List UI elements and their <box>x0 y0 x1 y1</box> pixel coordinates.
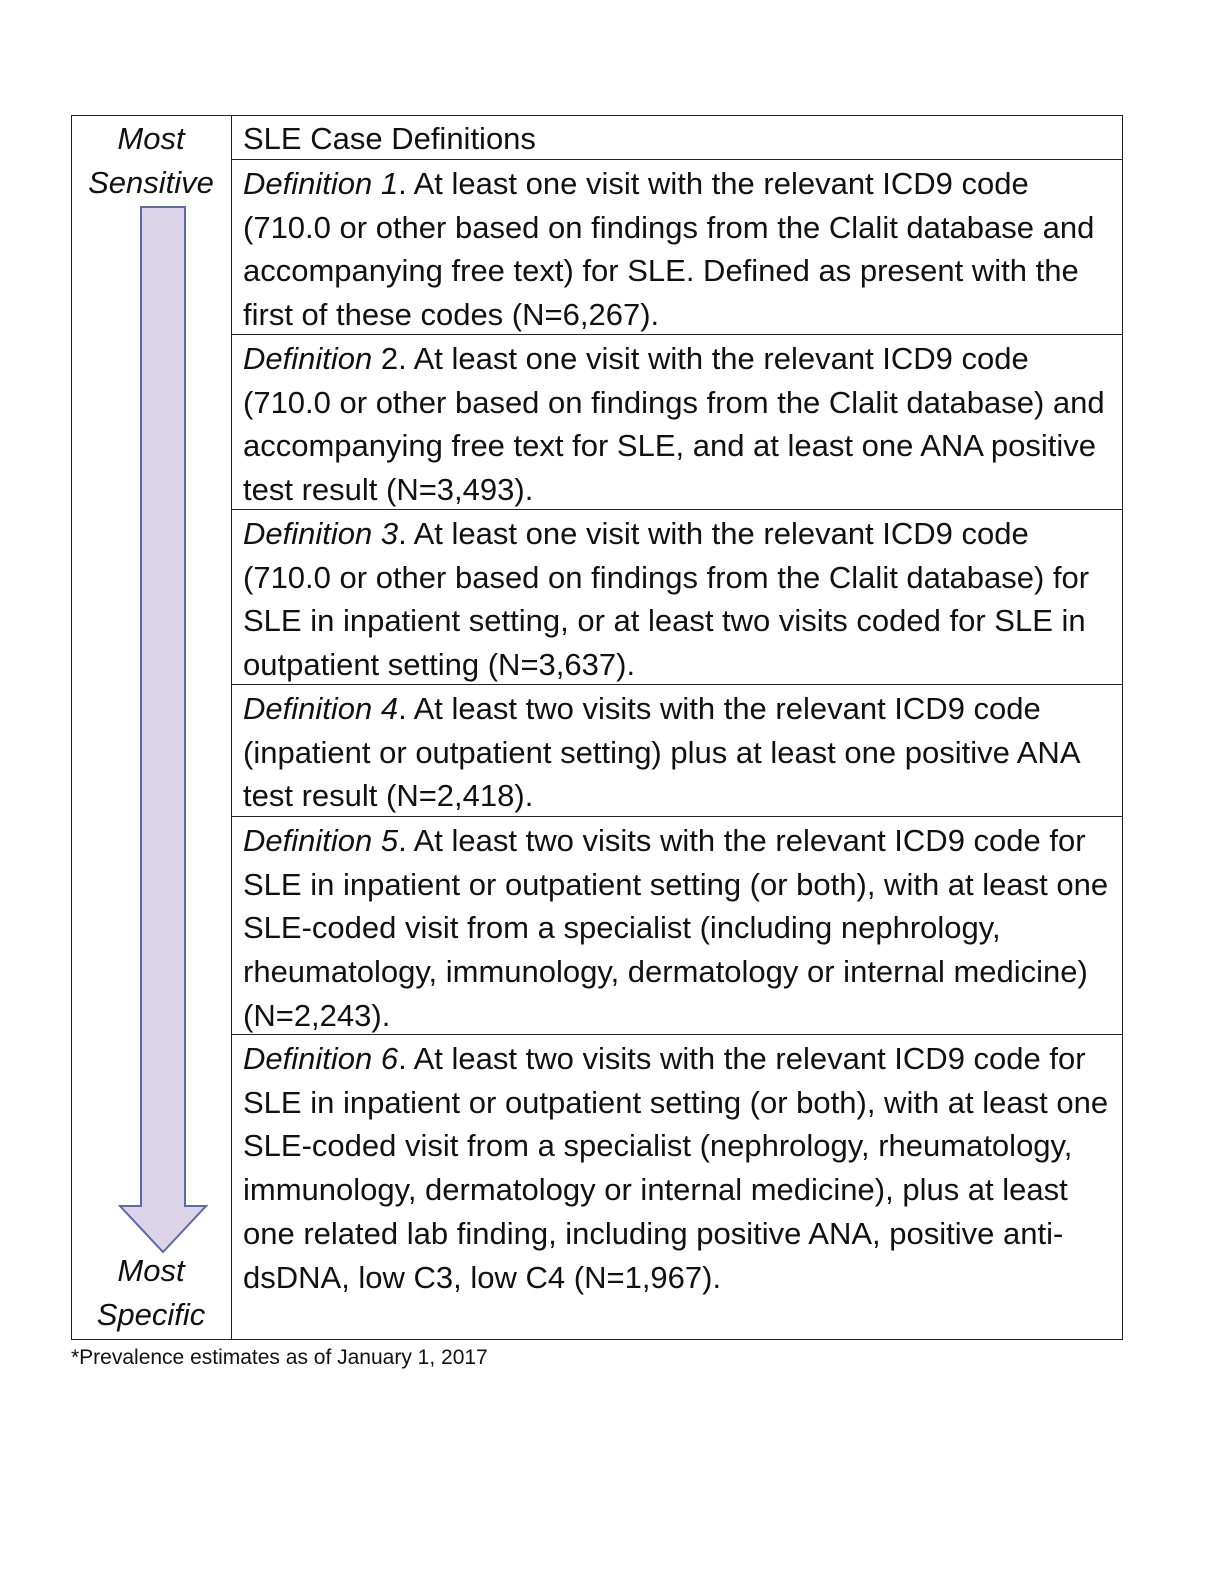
definition-6-label: Definition 6 <box>243 1041 399 1076</box>
most-sensitive-label <box>71 117 231 205</box>
down-arrow-icon <box>118 206 208 1256</box>
definition-row-3 <box>232 510 1123 685</box>
definition-row-6 <box>232 1035 1123 1340</box>
definition-5-label: Definition 5 <box>243 823 399 858</box>
definitions-column <box>232 115 1123 1340</box>
down-arrow-shape <box>120 207 206 1252</box>
footnote: *Prevalence estimates as of January 1, 2017 <box>71 1346 488 1369</box>
definition-4-text: . At least two visits with the relevant ICD9 code (inpatient or outpatient setting) plus at least one positive ANA test result (N=2,418). <box>243 691 1079 814</box>
most-sensitive-line1: Most <box>117 121 185 156</box>
definition-row-2 <box>232 335 1123 510</box>
most-specific-label <box>71 1249 231 1337</box>
definition-2-label: Definition <box>243 341 373 376</box>
definition-6-text: . At least two visits with the relevant ICD9 code for SLE in inpatient or outpatient setting (or both), with at least one SLE-coded visit from a specialist (nephrology, rheumatology, immunology, dermatology or internal medicine), plus at least one related lab finding, including positive ANA, positive anti-dsDNA, low C3, low C4 (N=1,967). <box>243 1041 1109 1295</box>
definition-row-1 <box>232 160 1123 335</box>
table-header-text: SLE Case Definitions <box>243 121 536 156</box>
definition-3-label: Definition 3 <box>243 516 399 551</box>
definition-1-label: Definition 1 <box>243 166 399 201</box>
definition-5-text: . At least two visits with the relevant ICD9 code for SLE in inpatient or outpatient setting (or both), with at least one SLE-coded visit from a specialist (including nephrology, rheumatology, immunology, dermatology or internal medicine) (N=2,243). <box>243 823 1109 1033</box>
most-specific-line2: Specific <box>96 1297 206 1332</box>
table-header <box>232 115 1123 160</box>
definition-row-5 <box>232 817 1123 1035</box>
definition-2-text: 2. At least one visit with the relevant ICD9 code (710.0 or other based on findings from the Clalit database) and accompanying free text for SLE, and at least one ANA positive test result (N=3,493). <box>243 341 1105 508</box>
most-specific-line1: Most <box>117 1253 185 1288</box>
definition-4-label: Definition 4 <box>243 691 399 726</box>
definition-3-text: . At least one visit with the relevant ICD9 code (710.0 or other based on findings from the Clalit database) for SLE in inpatient setting, or at least two visits coded for SLE in outpatient setting (N=3,637). <box>243 516 1090 683</box>
most-sensitive-line2: Sensitive <box>88 165 214 200</box>
definition-1-text: . At least one visit with the relevant ICD9 code (710.0 or other based on findings from the Clalit database and accompanying free text) for SLE. Defined as present with the first of these codes (N=6,267). <box>243 166 1095 333</box>
definition-row-4 <box>232 685 1123 817</box>
